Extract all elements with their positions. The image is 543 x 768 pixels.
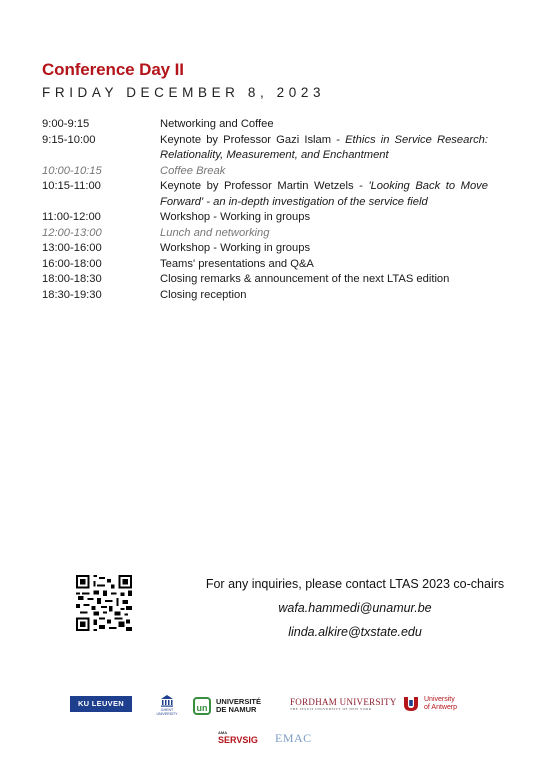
schedule-row bbox=[42, 257, 488, 273]
qr-code bbox=[76, 575, 132, 631]
unamur-line2: DE NAMUR bbox=[216, 705, 257, 714]
ghent-label: GHENT UNIVERSITY bbox=[156, 708, 178, 716]
schedule-time: 13:00-16:00 bbox=[42, 242, 102, 254]
schedule-time: 11:00-12:00 bbox=[42, 211, 101, 223]
schedule-event bbox=[160, 210, 488, 226]
schedule-event-text: Keynote by Professor Gazi Islam - bbox=[160, 133, 346, 146]
contact-block bbox=[195, 572, 515, 644]
schedule-event-text: Closing reception bbox=[160, 288, 247, 301]
ghent-building-icon bbox=[160, 695, 174, 707]
schedule-row bbox=[42, 179, 488, 210]
schedule-time: 18:00-18:30 bbox=[42, 273, 102, 285]
ku-leuven-logo: KU LEUVEN bbox=[70, 696, 132, 712]
schedule-event-text: Keynote by Professor Martin Wetzels - bbox=[160, 180, 369, 192]
schedule-list bbox=[42, 117, 488, 303]
schedule-event-title: 'Looking Back to Move Forward' - an in-depth investigation of the service field bbox=[160, 180, 488, 208]
schedule-event bbox=[160, 117, 488, 133]
page-title: Conference Day II bbox=[42, 60, 184, 79]
antwerp-logo bbox=[402, 695, 457, 713]
schedule-time: 12:00-13:00 bbox=[42, 226, 102, 239]
antwerp-line2: of Antwerp bbox=[424, 704, 458, 711]
schedule-row bbox=[42, 210, 488, 226]
schedule-event bbox=[160, 179, 488, 210]
unamur-logo bbox=[193, 695, 261, 717]
ghent-university-logo bbox=[156, 695, 178, 717]
fordham-logo bbox=[290, 697, 397, 711]
schedule-time: 10:00-10:15 bbox=[42, 164, 102, 177]
schedule-event bbox=[160, 226, 488, 242]
sponsor-logos bbox=[0, 690, 543, 760]
schedule-row bbox=[42, 272, 488, 288]
schedule-row bbox=[42, 133, 488, 164]
schedule-event-text: Networking and Coffee bbox=[160, 118, 274, 130]
schedule-time: 9:15-10:00 bbox=[42, 133, 96, 146]
schedule-time: 18:30-19:30 bbox=[42, 288, 102, 301]
schedule-row bbox=[42, 226, 488, 242]
antwerp-mark-icon bbox=[402, 695, 420, 713]
fordham-name: FORDHAM UNIVERSITY bbox=[290, 697, 397, 707]
contact-line: For any inquiries, please contact LTAS 2023 co-chairs bbox=[205, 577, 505, 591]
schedule-time: 9:00-9:15 bbox=[42, 118, 90, 130]
schedule-row bbox=[42, 164, 488, 180]
antwerp-line1: University bbox=[424, 696, 455, 703]
schedule-event bbox=[160, 288, 488, 304]
schedule-event-text: Coffee Break bbox=[160, 164, 226, 177]
schedule-event-text: Teams' presentations and Q&A bbox=[160, 257, 314, 270]
schedule-event-text: Workshop - Working in groups bbox=[160, 211, 311, 223]
servsig-label: SERVSIG bbox=[218, 735, 258, 745]
schedule-event bbox=[160, 272, 488, 288]
ama-label: AMA bbox=[218, 730, 228, 735]
schedule-event bbox=[160, 164, 488, 180]
fordham-subtitle: THE JESUIT UNIVERSITY OF NEW YORK bbox=[290, 707, 372, 711]
schedule-row bbox=[42, 117, 488, 133]
schedule-event-text: Workshop - Working in groups bbox=[160, 242, 311, 254]
schedule-event-text: Lunch and networking bbox=[160, 226, 270, 239]
schedule-event-title: Ethics in Service Research: Relationality, Measurement, and Enchantment bbox=[160, 133, 488, 161]
schedule-event bbox=[160, 241, 488, 257]
email-link-2[interactable]: linda.alkire@txstate.edu bbox=[288, 625, 422, 639]
schedule-time: 16:00-18:00 bbox=[42, 257, 102, 270]
schedule-event bbox=[160, 257, 488, 273]
schedule-row bbox=[42, 241, 488, 257]
email-link-1[interactable]: wafa.hammedi@unamur.be bbox=[278, 601, 432, 615]
page-subtitle: FRIDAY DECEMBER 8, 2023 bbox=[42, 85, 326, 100]
schedule-event bbox=[160, 133, 488, 164]
schedule-event-text: Closing remarks & announcement of the next LTAS edition bbox=[160, 273, 450, 285]
schedule-time: 10:15-11:00 bbox=[42, 180, 101, 192]
servsig-logo bbox=[218, 730, 258, 745]
schedule-row bbox=[42, 288, 488, 304]
unamur-mark-icon: un bbox=[193, 697, 211, 715]
unamur-line1: UNIVERSITÉ bbox=[216, 696, 262, 706]
emac-logo: EMAC bbox=[275, 731, 312, 745]
